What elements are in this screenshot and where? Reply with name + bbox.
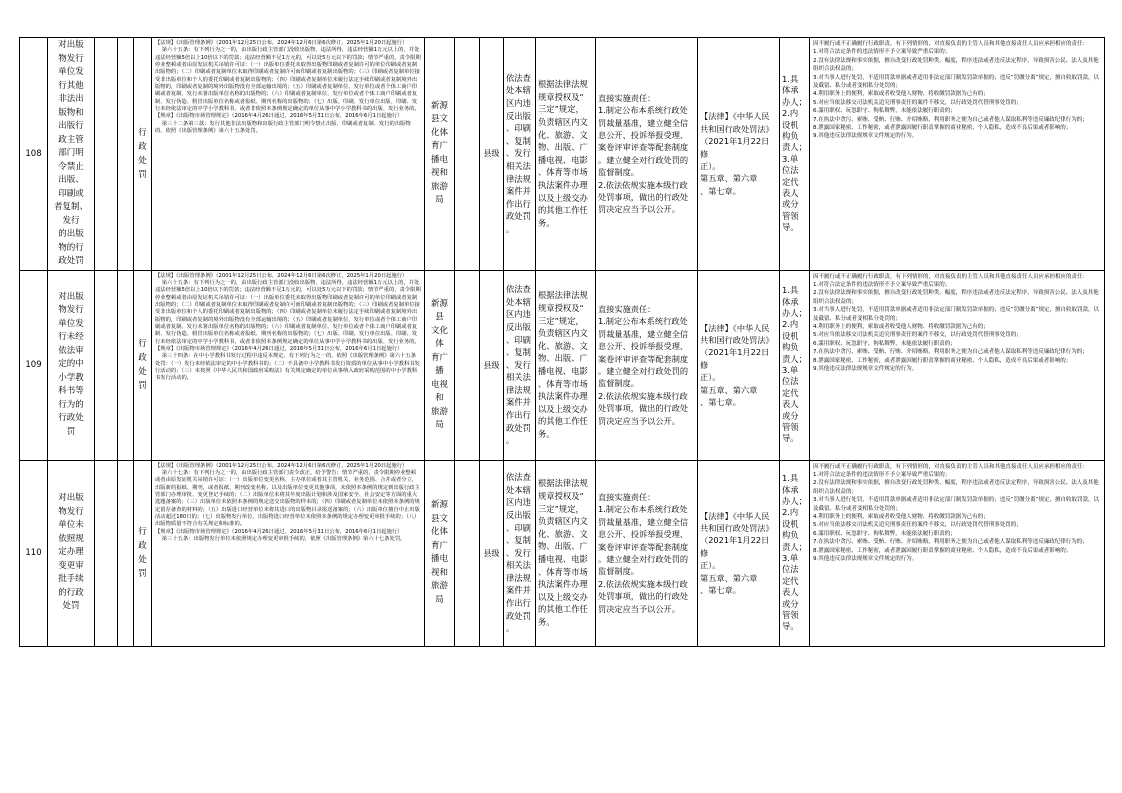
- accountability-item: 3.对当事人进行处罚，不适用罚款单据或者适用非法定部门制发罚款单据的；违反“罚缴分离”规定，擅自收取罚款，以及截留、私分或者变相私分处罚的；: [813, 497, 1099, 512]
- accountability-item: 7.在执法中贪污、索贿、受贿、行贿、介绍贿赂，利用职务之便为自己或者他人谋取私利等违反廉政纪律行为的；: [813, 349, 1088, 356]
- empty-cell: [95, 460, 118, 646]
- item-type: 行政 处罚: [134, 270, 152, 460]
- legal-basis: [152, 460, 425, 646]
- table-row: [20, 38, 1105, 271]
- legal-basis-paragraph: 【法规】《出版管理条例》（2001年12月25日公布，2024年12月6日第6次修订，2025年1月20日起施行）: [155, 462, 408, 469]
- exercise-level: 县级: [480, 38, 504, 271]
- table-row: [20, 270, 1105, 460]
- accountability-item: 5.对应当依法移交司法机关追究刑事责任的案件不移交，以行政处罚代替刑事处罚的；: [813, 99, 1022, 106]
- accountability-item: 6.滥用职权、玩忽职守、徇私舞弊，未能依法履行职责的；: [813, 340, 956, 347]
- accountability-item: 9.其他违反法律法规规章文件规定的行为。: [813, 555, 918, 562]
- accountability-item: 6.滥用职权、玩忽职守、徇私舞弊，未能依法履行职责的；: [813, 108, 956, 115]
- accountability-item: 6.滥用职权、玩忽职守、徇私舞弊，未能依法履行职责的；: [813, 530, 956, 537]
- item-name: 对出版 物发行 单位发 行未经 依法审 定的中 小学教 科书等 行为的 行政处 罚: [48, 270, 95, 460]
- implementation-responsibility: 直接实施责任： 1.制定公布本系统行政处 罚裁量基准，建立健全信 息公开、投诉举报受理、 案卷评审评查等配套制度 。建立健全对行政处罚的 监督制度。 2.依法依规实施本级行政 处罚事项，做出的行政处 罚决定应当予以公开。: [596, 460, 698, 646]
- item-type: 行政 处罚: [134, 460, 152, 646]
- accountability-item: 4.利用职务上的便利，索取或者收受他人财物、将收缴罚款据为己有的；: [813, 513, 989, 520]
- legal-basis-paragraph: 第六十五条：有下列行为之一的，由出版行政主管部门没收出版物、违法所得，违法经营额1万元以上的，并处违法经营额5倍以上10倍以下的罚款；违法经营额不足1万元的，可以处5万元以下的罚款；情节严重的，责令限期停业整顿或者由原发证机关吊销许可证：（一）出版单位委托未取得出版物印刷或者复制许可的单位印刷或者复制出版物的；（二）印刷或者复制单位未取得印刷或者复制许可而印刷或者复制出版物的；（三）印刷或者复制单位接受非出版单位和个人的委托印刷或者复制出版物的；（四）印刷或者复制单位未履行法定手续印刷或者复制境外出版物的，印刷或者复制的境外出版物没有全部运输出境的；（五）印刷或者复制单位、发行单位或者个体工商户印刷或者复制、发行未署出版单位名称的出版物的；（六）印刷或者复制单位、发行单位或者个体工商户印刷或者复制、发行伪造、假冒出版单位名称或者报纸、期刊名称的出版物的；（七）出版、印刷、发行单位出版、印刷、发行未经依法审定的中学小学教科书，或者非依照本条例规定确定的单位从事中学小学教科书的出版、发行业务的。: [155, 47, 421, 113]
- responsible-persons: 1.具 体承 办人； 2.内 设机 构负 责人； 3.单 位法 定代 表人 或分 管领 导。: [780, 460, 810, 646]
- accountability-item: 3.对当事人进行处罚，不适用罚款单据或者适用非法定部门制发罚款单据的；违反“罚缴分离”规定，擅自收取罚款，以及截留、私分或者变相私分处罚的；: [813, 307, 1099, 322]
- responsible-persons: 1.具 体承 办人； 2.内 设机 构负 责人； 3.单 位法 定代 表人 或分 管领 导。: [780, 38, 810, 271]
- row-number: 108: [20, 38, 48, 271]
- row-number: 110: [20, 460, 48, 646]
- legal-basis-paragraph: 【规章】《出版物市场管理规定》（2016年4月26日通过，2016年5月31日公布，2016年6月1日起施行）: [155, 113, 403, 120]
- accountability-item: 1.对符合法定条件的违法情形不予立案导致严重后果的；: [813, 49, 951, 56]
- implementing-department: 新源县 文化体 育广播 电视和 旅游局: [425, 270, 455, 460]
- accountability-item: 4.利用职务上的便利，索取或者收受他人财物、将收缴罚款据为己有的；: [813, 323, 989, 330]
- accountability-item: 8.泄露国家秘密、工作秘密，或者泄露因履行职责掌握的商业秘密、个人隐私，造成不良后果或者影响的；: [813, 357, 1072, 364]
- accountability-item: 因不履行或不正确履行行政职责，有下列情形的，对直接负责的主管人员和其他直接责任人员应承担相应的责任：: [813, 273, 1089, 280]
- accountability-item: 2.没有法律法规和事实依据，擅自改变行政处罚种类、幅度，程序违法或者违反法定程序，导致损害公民、法人及其他组织合法权益的；: [813, 290, 1099, 305]
- accountability-item: 因不履行或不正确履行行政职责，有下列情形的，对直接负责的主管人员和其他直接责任人员应承担相应的责任：: [813, 463, 1089, 470]
- empty-cell: [118, 270, 134, 460]
- empty-cell: [455, 460, 480, 646]
- accountability-item: 7.在执法中贪污、索贿、受贿、行贿、介绍贿赂，利用职务之便为自己或者他人谋取私利等违反廉政纪律行为的；: [813, 539, 1088, 546]
- implementation-responsibility: 直接实施责任： 1.制定公布本系统行政处 罚裁量基准，建立健全信 息公开、投诉举报受理、 案卷评审评查等配套制度 。建立健全对行政处罚的 监督制度。 2.依法依规实施本级行政 处罚事项，做出的行政处 罚决定应当予以公开。: [596, 38, 698, 271]
- item-type: 行政 处罚: [134, 38, 152, 271]
- implementation-responsibility: 直接实施责任： 1.制定公布本系统行政处 罚裁量基准，建立健全信 息公开、投诉举报受理、 案卷评审评查等配套制度 。建立健全对行政处罚的 监督制度。 2.依法依规实施本级行政 处罚事项，做出的行政处 罚决定应当予以公开。: [596, 270, 698, 460]
- accountability-item: 1.对符合法定条件的违法情形不予立案导致严重后果的；: [813, 471, 951, 478]
- accountability-item: 4.利用职务上的便利，索取或者收受他人财物、将收缴罚款据为己有的；: [813, 91, 989, 98]
- exercise-level: 县级: [480, 270, 504, 460]
- accountability-item: 1.对符合法定条件的违法情形不予立案导致严重后果的；: [813, 281, 951, 288]
- legal-basis-paragraph: 【法规】《出版管理条例》（2001年12月25日公布，2024年12月6日第6次修订，2025年1月20日起施行）: [155, 272, 408, 279]
- power-list-table: [19, 37, 1105, 647]
- responsible-persons: 1.具 体承 办人； 2.内 设机 构负 责人； 3.单 位法 定代 表人 或分 管领 导。: [780, 270, 810, 460]
- implementing-department: 新源 县文 化体 育广 播电 视和 旅游 局: [425, 460, 455, 646]
- accountability-item: 8.泄露国家秘密、工作秘密，或者泄露因履行职责掌握的商业秘密、个人隐私，造成不良后果或者影响的；: [813, 547, 1072, 554]
- empty-cell: [455, 270, 480, 460]
- accountability-item: 5.对应当依法移交司法机关追究刑事责任的案件不移交，以行政处罚代替刑事处罚的；: [813, 332, 1022, 339]
- legal-basis-paragraph: 第三十四条：在中小学教科书发行过程中违反本规定，有下列行为之一的，依照《出版管理条例》第六十五条处罚：（一）发行未经依法审定的中小学教科书的；（二）不具备中小学教科书发行资质的单位从事中小学教科书发行活动的；（三）未按照《中华人民共和国政府采购法》有关规定确定的单位从事纳入政府采购范围的中小学教科书发行活动的。: [155, 353, 420, 382]
- legal-basis-paragraph: 第三十二条第三款：发行其他非法出版物和出版行政主管部门明令禁止出版、印刷或者复制、发行的出版物的，依照《出版管理条例》第六十五条处罚。: [155, 120, 411, 135]
- responsible-subject: 根据法律法规 规章授权及“ 三定”规定， 负责辖区内文 化、旅游、文 物、出版、广 播电视、电影 、体育等市场 执法案件办理 以及上级交办 的其他工作任 务。: [536, 460, 596, 646]
- legal-basis-paragraph: 第三十五条：出版物发行单位未依照规定办理变更审批手续的，依照《出版管理条例》第六十七条处罚。: [155, 535, 406, 542]
- table-row: [20, 460, 1105, 646]
- legal-basis: [152, 38, 425, 271]
- accountability-item: 7.在执法中贪污、索贿、受贿、行贿、介绍贿赂，利用职务之便为自己或者他人谋取私利等违反廉政纪律行为的；: [813, 116, 1088, 123]
- legal-basis-paragraph: 第六十七条：有下列行为之一的，由出版行政主管部门责令改正，给予警告；情节严重的，责令限期停业整顿或者由原发证机关吊销许可证：（一）出版单位变更名称、主办单位或者其主管机关、业务范围、合并或者分立，出版新的报纸、期刊，或者报纸、期刊改变名称，以及出版单位变更其他事项，未依照本条例的规定到出版行政主管部门办理审批、变更登记手续的；（二）出版单位未将其年度出版计划和涉及国家安全、社会安定等方面的重大选题备案的；（三）出版单位未依照本条例的规定送交出版物的样本的；（四）印刷或者复制单位未依照本条例的规定留存备查的材料的；（五）出版进口经营单位未将其进口的出版物目录报送备案的；（六）出版单位擅自中止出版活动超过180日的；（七）出版物发行单位、出版物进口经营单位未依照本条例的规定办理变更审批手续的；（八）出版物质量不符合有关规定和标准的。: [155, 469, 420, 528]
- duty-description: 依法查 处本辖 区内违 反出版 、印刷 、复制 、发行 相关法 律法规 案件并 作出行 政处罚 。: [504, 38, 536, 271]
- accountability-item: 3.对当事人进行处罚，不适用罚款单据或者适用非法定部门制发罚款单据的；违反“罚缴分离”规定，擅自收取罚款，以及截留、私分或者变相私分处罚的；: [813, 74, 1099, 90]
- legal-basis-paragraph: 【法规】《出版管理条例》（2001年12月25日公布，2024年12月6日第6次修订，2025年1月20日起施行）: [155, 40, 408, 46]
- legal-basis: [152, 270, 425, 460]
- legal-basis-paragraph: 【规章】《出版物市场管理规定》（2016年4月26日通过，2016年5月31日公布，2016年6月1日起施行）: [155, 345, 403, 352]
- remedy-basis: 【法律】《中华人民 共和国行政处罚法》 （2021年1月22日修 正）。 第五章、第六章 、第七章。: [698, 270, 780, 460]
- accountability-situations: [810, 460, 1105, 646]
- item-name: 对出版 物发行 单位未 依照规 定办理 变更审 批手续 的行政 处罚: [48, 460, 95, 646]
- accountability-item: 2.没有法律法规和事实依据，擅自改变行政处罚种类、幅度，程序违法或者违反法定程序，导致损害公民、法人及其他组织合法权益的；: [813, 57, 1099, 73]
- item-name: 对出版 物发行 单位发 行其他 非法出 版物和 出版行 政主管 部门明 令禁止 出版、 印刷或 者复制、 发行 的出版 物的行 政处罚: [48, 38, 95, 271]
- legal-basis-paragraph: 【规章】《出版物市场管理规定》（2016年4月26日通过，2016年5月31日公布，2016年6月1日起施行）: [155, 528, 403, 535]
- remedy-basis: 【法律】《中华人民 共和国行政处罚法》 （2021年1月22日修 正）。 第五章、第六章 、第七章。: [698, 38, 780, 271]
- responsible-subject: 根据法律法规 规章授权及“ 三定”规定， 负责辖区内文 化、旅游、文 物、出版、广 播电视、电影 、体育等市场 执法案件办理 以及上级交办 的其他工作任 务。: [536, 270, 596, 460]
- empty-cell: [95, 270, 118, 460]
- accountability-item: 9.其他违反法律法规规章文件规定的行为。: [813, 133, 918, 140]
- legal-basis-paragraph: 第六十五条：有下列行为之一的，由出版行政主管部门没收出版物、违法所得，违法经营额1万元以上的，并处违法经营额5倍以上10倍以下的罚款；违法经营额不足1万元的，可以处5万元以下的罚款；情节严重的，责令限期停业整顿或者由原发证机关吊销许可证：（一）出版单位委托未取得出版物印刷或者复制许可的单位印刷或者复制出版物的；（二）印刷或者复制单位未取得印刷或者复制许可而印刷或者复制出版物的；（三）印刷或者复制单位接受非出版单位和个人的委托印刷或者复制出版物的；（四）印刷或者复制单位未履行法定手续印刷或者复制境外出版物的，印刷或者复制的境外出版物没有全部运输出境的；（五）印刷或者复制单位、发行单位或者个体工商户印刷或者复制、发行未署出版单位名称的出版物的；（六）印刷或者复制单位、发行单位或者个体工商户印刷或者复制、发行伪造、假冒出版单位名称或者报纸、期刊名称的出版物的；（七）出版、印刷、发行单位出版、印刷、发行未经依法审定的中学小学教科书，或者非依照本条例规定确定的单位从事中学小学教科书的出版、发行业务的。: [155, 279, 421, 345]
- implementing-department: 新源 县文 化体 育广 播电 视和 旅游 局: [425, 38, 455, 271]
- exercise-level: 县级: [480, 460, 504, 646]
- duty-description: 依法查 处本辖 区内违 反出版 、印刷 、复制 、发行 相关法 律法规 案件并 作出行 政处罚 。: [504, 270, 536, 460]
- empty-cell: [118, 460, 134, 646]
- empty-cell: [95, 38, 118, 271]
- accountability-item: 9.其他违反法律法规规章文件规定的行为。: [813, 365, 918, 372]
- responsible-subject: 根据法律法规 规章授权及“ 三定”规定， 负责辖区内文 化、旅游、文 物、出版、广 播电视、电影 、体育等市场 执法案件办理 以及上级交办 的其他工作任 务。: [536, 38, 596, 271]
- empty-cell: [455, 38, 480, 271]
- accountability-item: 因不履行或不正确履行行政职责，有下列情形的，对直接负责的主管人员和其他直接责任人员应承担相应的责任：: [813, 41, 1089, 47]
- accountability-item: 2.没有法律法规和事实依据，擅自改变行政处罚种类、幅度，程序违法或者违反法定程序，导致损害公民、法人及其他组织合法权益的；: [813, 480, 1099, 495]
- accountability-situations: [810, 38, 1105, 271]
- accountability-item: 8.泄露国家秘密、工作秘密，或者泄露因履行职责掌握的商业秘密、个人隐私，造成不良后果或者影响的；: [813, 125, 1072, 132]
- accountability-situations: [810, 270, 1105, 460]
- remedy-basis: 【法律】《中华人民 共和国行政处罚法》 （2021年1月22日修 正）。 第五章、第六章 、第七章。: [698, 460, 780, 646]
- empty-cell: [118, 38, 134, 271]
- row-number: 109: [20, 270, 48, 460]
- accountability-item: 5.对应当依法移交司法机关追究刑事责任的案件不移交，以行政处罚代替刑事处罚的；: [813, 522, 1022, 529]
- duty-description: 依法查 处本辖 区内违 反出版 、印刷 、复制 、发行 相关法 律法规 案件并 作出行 政处罚 。: [504, 460, 536, 646]
